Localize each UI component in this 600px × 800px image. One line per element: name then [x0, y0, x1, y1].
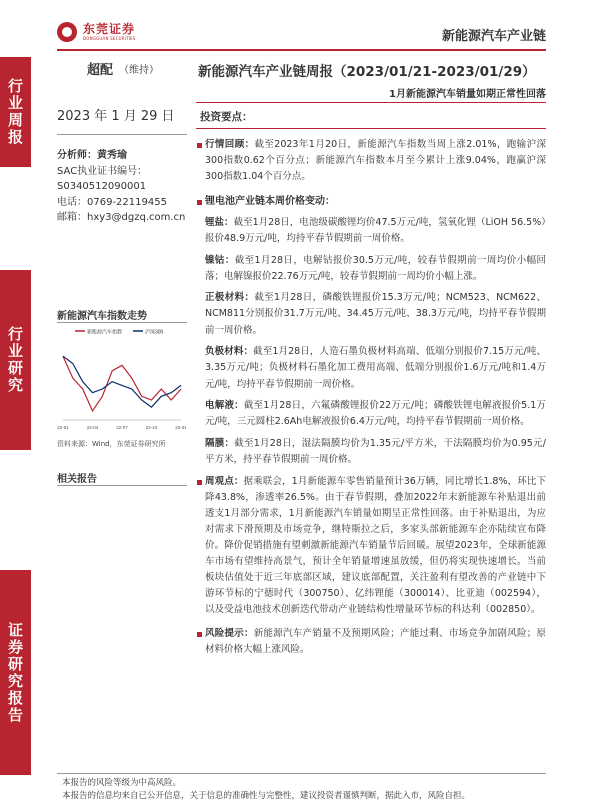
report-subtitle: 1月新能源汽车销量如期正常性回落	[389, 89, 546, 100]
analyst-label: 分析师：	[57, 150, 97, 161]
related-reports-heading: 相关报告	[57, 474, 97, 485]
risk-warning-text: 新能源汽车产销量不及预期风险；产能过剩、市场竞争加剧风险；原材料价格大幅上涨风险。	[205, 628, 546, 656]
investment-points-heading: 投资要点：	[196, 107, 546, 129]
cathode-para: 正极材料：截至1月28日，磷酸铁锂报价15.3万元/吨；NCM523、NCM622、NCM811分别报价31.7万元/吨、34.45万元/吨、38.3万元/吨，均持平春节假期前一周价格。	[205, 292, 546, 336]
index-trend-chart	[57, 324, 187, 434]
x-tick-label: 22-01	[57, 425, 69, 430]
x-tick-label: 22-04	[86, 425, 99, 430]
weekly-view	[196, 474, 546, 618]
analyst-info	[57, 148, 187, 226]
company-logo	[57, 22, 136, 42]
sac-number: S0340512090001	[57, 181, 147, 192]
series-line-1	[63, 356, 181, 411]
footer-disclaimer	[62, 777, 542, 800]
weekly-view-text: 据乘联会，1月新能源车零售销量预计36万辆，同比增长1.8%，环比下降43.8%，渗透率26.5%。由于春节假期，叠加2022年末新能源车补贴退出前透支1月部分需求，1月新能源汽车销量如期呈正常性回落。由于补贴退出，为应对需求下滑预期及市场竞争，继特斯拉之后，多家头部新能源车企亦陆续宣布降价。降价促销措施有望刺激新能源汽车销量节后回暖。展望2023年，全球新能源车市场有望维持高景气，预计全年销量增速虽放缓，但仍将实现快速增长。当前板块估值处于近三年底部区域，建议底部配置，关注盈利有望改善的产业链中下游环节标的宁德时代（300750）、亿纬锂能（300014）、比亚迪（002594），以及受益电池技术创新迭代带动产业链结构性增量环节标的科达利（002850）。	[205, 476, 546, 616]
sac-label: SAC执业证书编号：	[57, 165, 148, 177]
related-divider	[57, 485, 187, 486]
main-content	[196, 107, 546, 658]
anode-para: 负极材料：截至1月28日，人造石墨负极材料高端、低端分别报价7.15万元/吨、3.35万元/吨；负极材料石墨化加工费用高端、低端分别报价1.6万元/吨和1.4万元/吨，均持平春节假期前一周价格。	[205, 346, 546, 390]
report-category: 新能源汽车产业链	[441, 29, 546, 44]
footer-info-note: 本报告的信息均来自已公开信息，关于信息的准确性与完整性，建议投资者谨慎判断，据此入市，风险自担。	[62, 791, 471, 800]
chart-title-divider	[57, 322, 187, 323]
page-header	[0, 0, 600, 55]
rating-bar	[57, 55, 546, 81]
header-divider	[57, 49, 546, 51]
price-change-heading: 锂电池产业链本周价格变动：	[196, 194, 546, 210]
footer-risk-level: 本报告的风险等级为中高风险。	[62, 778, 182, 788]
left-column	[57, 105, 187, 226]
x-tick-label: 22-10	[145, 425, 158, 430]
footer-divider	[57, 773, 546, 774]
logo-name: 东莞证券	[83, 22, 136, 36]
subtitle-divider	[196, 102, 546, 103]
analyst-email: 邮箱：hxy3@dgzq.com.cn	[57, 212, 186, 223]
logo-icon	[57, 22, 77, 42]
lithium-salt-para: 锂盐：截至1月28日，电池级碳酸锂均价47.5万元/吨，氢氧化锂（LiOH 56.5%）报价48.9万元/吨，均持平春节假期前一周价格。	[205, 217, 546, 245]
rating-status: （维持）	[119, 64, 160, 76]
logo-english-name: DONGGUAN SECURITIES	[83, 36, 136, 41]
date-divider	[57, 134, 187, 135]
sidebar-label-report: 证券研究报告	[0, 570, 31, 775]
chart-source: 资料来源：Wind，东莞证券研究所	[57, 440, 166, 448]
x-tick-label: 22-07	[116, 425, 128, 430]
separator-para: 隔膜：截至1月28日，湿法隔膜均价为1.35元/平方米，干法隔膜均价为0.95元/平方米，持平春节假期前一周价格。	[205, 437, 546, 465]
legend-label-2: 沪深300	[145, 329, 164, 336]
market-review	[196, 137, 546, 185]
electrolyte-para: 电解液：截至1月28日，六氟磷酸锂报价22万元/吨；磷酸铁锂电解液报价5.1万元/吨，三元圆柱2.6Ah电解液报价6.4万元/吨，均持平春节假期前一周价格。	[205, 399, 546, 428]
market-review-label: 行情回顾：	[205, 139, 255, 150]
legend-label-1: 新能源汽车指数	[87, 329, 123, 336]
sidebar-label-research: 行业研究	[0, 270, 31, 450]
report-title: 新能源汽车产业链周报（2023/01/21-2023/01/29）	[198, 64, 536, 80]
risk-warning	[196, 626, 546, 658]
x-tick-label: 23-01	[175, 425, 187, 430]
nickel-cobalt-para: 镍钴：截至1月28日，电解钴报价30.5万元/吨，较春节假期前一周均价小幅回落；电解镍报价22.76万元/吨，较春节假期前一周均价小幅上涨。	[205, 254, 546, 282]
chart-title: 新能源汽车指数走势	[57, 311, 147, 322]
analyst-phone: 电话：0769-22119455	[57, 196, 167, 208]
risk-warning-label: 风险提示：	[205, 628, 254, 640]
market-review-text: 截至2023年1月20日，新能源汽车指数当周上涨2.01%，跑输沪深300指数0.62个百分点；新能源汽车指数本月至今累计上涨9.04%，跑赢沪深300指数1.04个百分点。	[205, 139, 546, 182]
series-line-2	[63, 356, 181, 407]
weekly-view-label: 周观点：	[205, 476, 244, 488]
report-date: 2023 年 1 月 29 日	[57, 109, 175, 124]
rating-label: 超配	[87, 62, 114, 78]
sidebar-label-weekly: 行业周报	[0, 57, 31, 167]
analyst-name: 黄秀瑜	[97, 150, 127, 161]
